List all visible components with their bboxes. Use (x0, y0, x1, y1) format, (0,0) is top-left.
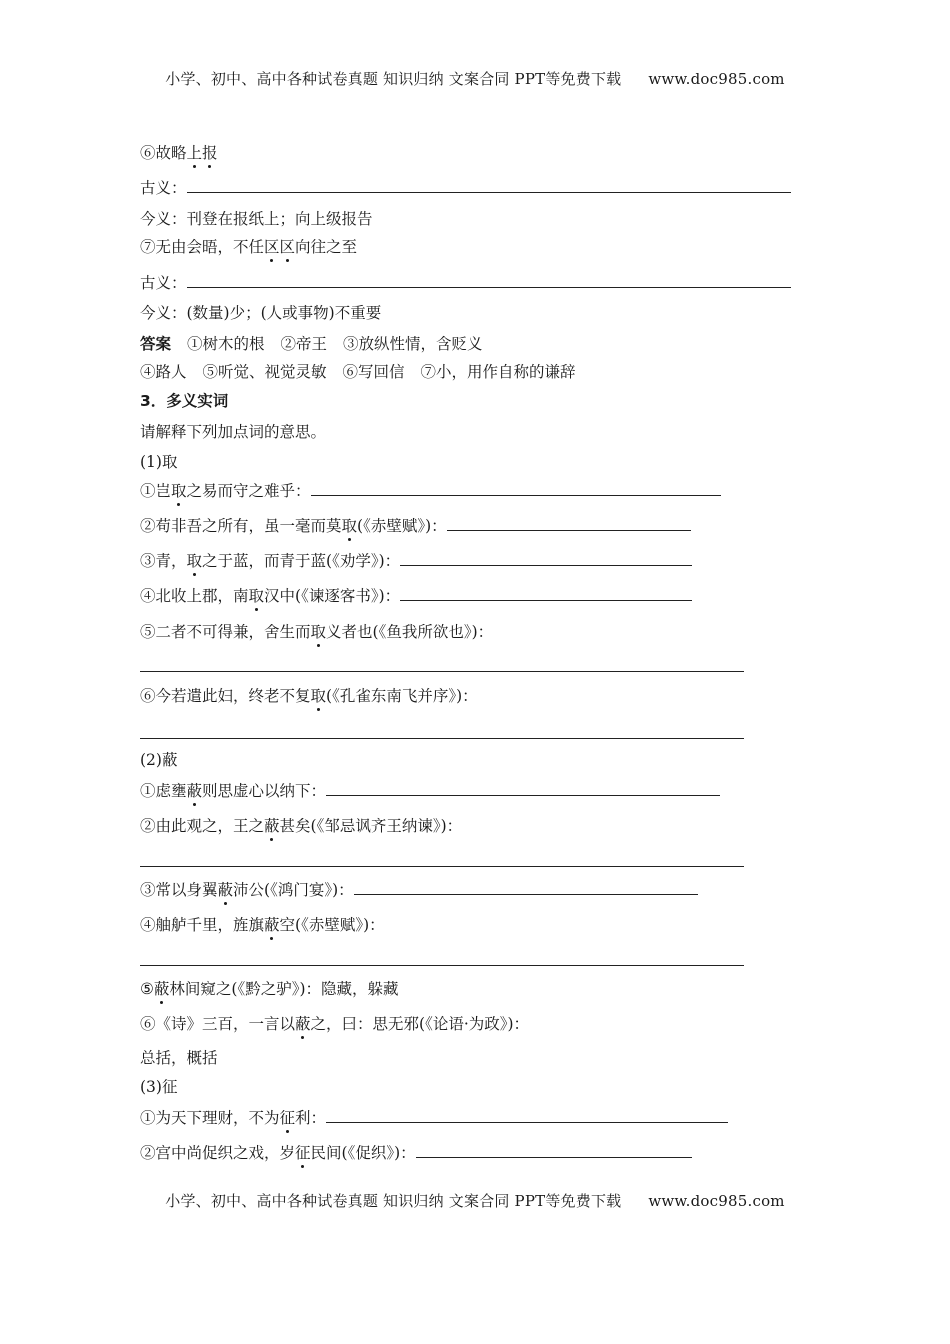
item-7-text-end: 向往之至 (295, 238, 358, 256)
gu-yi-6 (140, 178, 791, 198)
answer-blank-line[interactable] (140, 671, 744, 672)
dotted-char: 蔽 (264, 916, 280, 934)
page-header (0, 68, 950, 89)
instruction: 请解释下列加点词的意思。 (140, 423, 327, 441)
header-site: www.doc985.com (648, 70, 785, 88)
dotted-char: 蔽 (295, 1015, 311, 1033)
subsection-qu: (1)取 (140, 453, 178, 471)
item-7 (140, 237, 357, 257)
bi-sentence-3 (140, 880, 698, 900)
answer-item: ⑦小，用作自称的谦辞 (420, 363, 576, 381)
answer-blank[interactable] (354, 880, 698, 895)
section-title: 3．多义实词 (140, 392, 229, 410)
answer-item: ⑥写回信 (342, 363, 405, 381)
sentence-text: ③常以身翼 (140, 881, 218, 899)
answer-blank[interactable] (187, 273, 791, 288)
sentence-text: ④舳舻千里，旌旗 (140, 916, 265, 934)
answer-item: ②帝王 (280, 335, 328, 353)
answer-blank[interactable] (187, 178, 791, 193)
zheng-sentence-1 (140, 1108, 728, 1128)
gu-yi-label: 古义： (140, 179, 187, 197)
sentence-text: 甚矣(《邹忌讽齐王纳谏》)： (279, 817, 463, 835)
footer-text: 小学、初中、高中各种试卷真题 知识归纳 文案合同 PPT等免费下载 (165, 1192, 622, 1210)
answer-blank[interactable] (416, 1143, 692, 1158)
sentence-text: ①虑壅 (140, 782, 187, 800)
jin-yi-6: 今义：刊登在报纸上；向上级报告 (140, 210, 373, 228)
sentence-text: (《赤壁赋》)： (357, 517, 447, 535)
answer-blank[interactable] (326, 1108, 728, 1123)
sentence-text: ⑤二者不可得兼，舍生而 (140, 623, 311, 641)
dotted-char: 蔽 (217, 881, 234, 899)
sentence-text: 之，曰：思无邪(《论语·为政》)： (310, 1015, 530, 1033)
jin-yi-7: 今义：(数量)少；(人或事物)不重要 (140, 304, 382, 322)
answer-line-1 (140, 334, 483, 354)
bi-sentence-1 (140, 781, 720, 801)
bi-sentence-4 (140, 915, 385, 935)
subsection-bi: (2)蔽 (140, 751, 178, 769)
answer-line-2 (140, 362, 576, 382)
answer-blank[interactable] (400, 551, 692, 566)
sentence-text: 汉中(《谏逐客书》)： (264, 587, 401, 605)
qu-sentence-5 (140, 622, 493, 642)
sentence-text: 则思虚心以纳下： (202, 782, 327, 800)
answer-item: ①树木的根 (187, 335, 265, 353)
sentence-text: ①岂 (140, 482, 172, 500)
qu-sentence-6 (140, 686, 478, 706)
gu-yi-label: 古义： (140, 274, 187, 292)
bi-sentence-6 (140, 1014, 529, 1034)
qu-sentence-2 (140, 516, 691, 536)
zheng-sentence-2 (140, 1143, 692, 1163)
page-footer (0, 1190, 950, 1211)
answer-blank[interactable] (311, 481, 721, 496)
dotted-char: 上 (186, 144, 203, 162)
sentence-text: 义者也(《鱼我所欲也》)： (326, 623, 494, 641)
sentence-text: (《孔雀东南飞并序》)： (326, 687, 478, 705)
item-7-text: ⑦无由会晤，不任 (140, 238, 265, 256)
answer-item: ④路人 (140, 363, 187, 381)
sentence-text: 民间(《促织》)： (310, 1144, 416, 1162)
sentence-text: 之于蓝，而青于蓝(《劝学》)： (202, 552, 401, 570)
answer-blank[interactable] (326, 781, 720, 796)
sentence-text: 林间窥之(《黔之驴》)： (169, 980, 322, 998)
dotted-char: 征 (279, 1109, 296, 1127)
sentence-text: 沛公(《鸿门宴》)： (233, 881, 354, 899)
dotted-char: 取 (310, 623, 327, 641)
subsection-zheng: (3)征 (140, 1078, 178, 1096)
sentence-text: ①为天下理财，不为 (140, 1109, 280, 1127)
sentence-text: ④北收上郡，南 (140, 587, 249, 605)
answer-item: ⑤听觉、视觉灵敏 (202, 363, 327, 381)
qu-sentence-1 (140, 481, 721, 501)
answer-blank[interactable] (400, 586, 692, 601)
sentence-text: 利： (295, 1109, 327, 1127)
dotted-char: 区 (264, 238, 280, 256)
bi-sentence-2 (140, 816, 462, 836)
filled-answer: 总括，概括 (140, 1049, 218, 1067)
qu-sentence-3 (140, 551, 692, 571)
sentence-text: ⑤ (140, 980, 154, 998)
answer-item: ③放纵性情，含贬义 (343, 335, 483, 353)
dotted-char: 取 (248, 587, 265, 605)
sentence-text: ③青， (140, 552, 187, 570)
answer-label: 答案 (140, 335, 172, 353)
filled-answer: 隐藏，躲藏 (321, 980, 399, 998)
dotted-char: 取 (341, 517, 358, 535)
gu-yi-7 (140, 273, 791, 293)
dotted-char: 取 (186, 552, 203, 570)
answer-blank-line[interactable] (140, 738, 744, 739)
sentence-text: ⑥《诗》三百，一言以 (140, 1015, 296, 1033)
dotted-char: 取 (171, 482, 187, 500)
dotted-char: 征 (295, 1144, 311, 1162)
header-text: 小学、初中、高中各种试卷真题 知识归纳 文案合同 PPT等免费下载 (165, 70, 622, 88)
dotted-char: 蔽 (264, 817, 280, 835)
answer-blank-line[interactable] (140, 965, 744, 966)
dotted-char: 报 (202, 144, 218, 162)
bi-sentence-5 (140, 979, 399, 999)
dotted-char: 蔽 (153, 980, 170, 998)
dotted-char: 区 (279, 238, 296, 256)
sentence-text: ②由此观之，王之 (140, 817, 265, 835)
item-6 (140, 143, 218, 163)
answer-blank-line[interactable] (140, 866, 744, 867)
sentence-text: ②宫中尚促织之戏，岁 (140, 1144, 296, 1162)
sentence-text: ⑥今若遣此妇，终老不复 (140, 687, 311, 705)
sentence-text: 之易而守之难乎： (186, 482, 311, 500)
answer-blank[interactable] (447, 516, 691, 531)
sentence-text: 空(《赤壁赋》)： (279, 916, 385, 934)
dotted-char: 取 (310, 687, 327, 705)
dotted-char: 蔽 (186, 782, 203, 800)
qu-sentence-4 (140, 586, 692, 606)
footer-site: www.doc985.com (648, 1192, 785, 1210)
sentence-text: ②苟非吾之所有，虽一毫而莫 (140, 517, 342, 535)
item-6-text: ⑥故略 (140, 144, 187, 162)
